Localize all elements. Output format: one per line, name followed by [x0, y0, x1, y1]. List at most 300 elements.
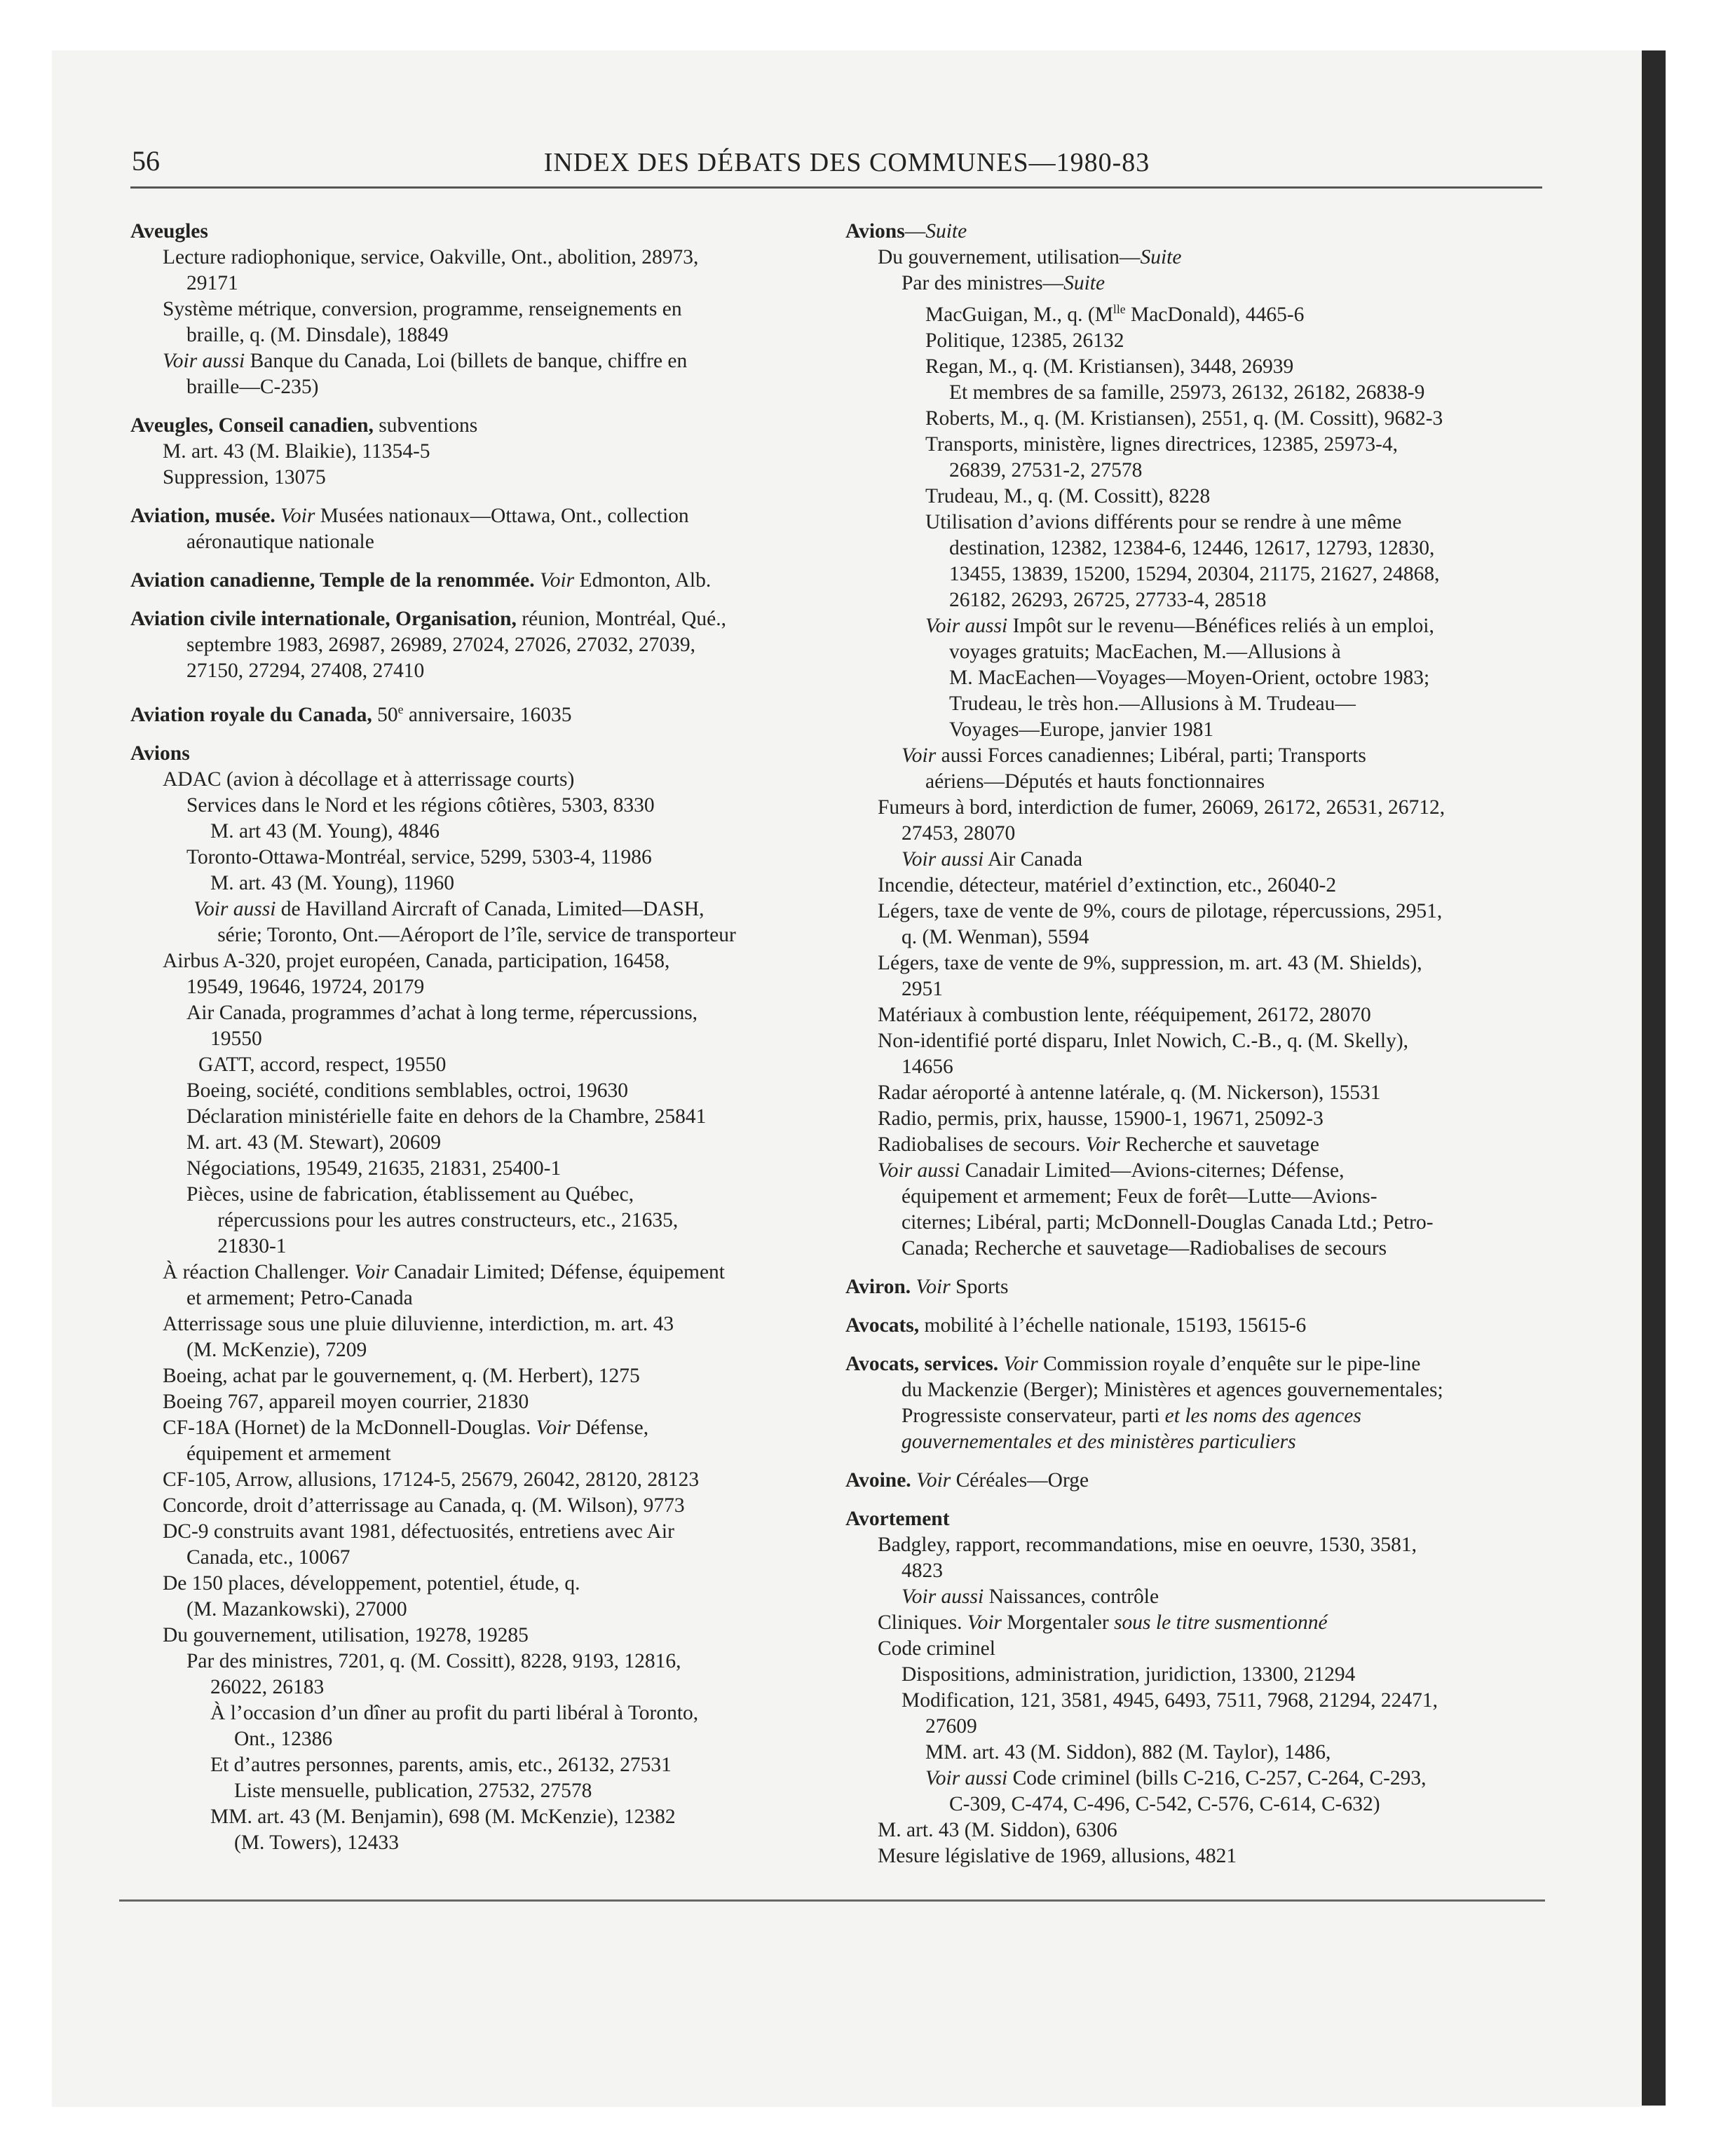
- index-heading-text: Avocats, services.: [845, 1352, 999, 1375]
- index-subentry-line: [130, 245, 831, 271]
- index-text: Recherche et sauvetage: [1120, 1133, 1319, 1156]
- index-entry: [130, 219, 831, 400]
- index-subentry-line: [130, 1623, 831, 1649]
- index-text: 2951: [901, 977, 943, 1000]
- index-subentry-line: [845, 406, 1546, 432]
- index-text: (M. McKenzie), 7209: [186, 1338, 367, 1361]
- index-text: aussi Forces canadiennes; Libéral, parti; Transports: [936, 744, 1366, 767]
- index-subentry-line: [845, 1610, 1546, 1636]
- index-subentry-line: [130, 348, 831, 374]
- cross-reference-text: Voir: [354, 1260, 389, 1283]
- index-text: 27609: [925, 1714, 977, 1738]
- index-text: Fumeurs à bord, interdiction de fumer, 26069, 26172, 26531, 26712,: [878, 796, 1445, 819]
- index-subentry-line: [130, 1441, 831, 1467]
- index-text: Edmonton, Alb.: [574, 569, 712, 592]
- index-text: Canada, etc., 10067: [186, 1546, 351, 1569]
- index-text: équipement et armement: [186, 1442, 391, 1465]
- index-text: M. MacEachen—Voyages—Moyen-Orient, octobre 1983;: [949, 666, 1430, 689]
- index-text: Liste mensuelle, publication, 27532, 27578: [234, 1779, 592, 1802]
- index-text: [998, 1353, 1003, 1375]
- index-entry: [130, 606, 831, 684]
- index-subentry-line: [130, 1260, 831, 1285]
- index-text: Progressiste conservateur, parti: [901, 1404, 1165, 1427]
- cross-reference-text: Voir: [1003, 1352, 1038, 1375]
- index-heading-line: [130, 606, 831, 632]
- index-subentry-line: [845, 484, 1546, 510]
- index-subentry-line: [130, 465, 831, 491]
- index-subentry-line: [130, 1363, 831, 1389]
- index-heading-text: Aviron.: [845, 1275, 911, 1298]
- index-subentry-line: [845, 613, 1546, 639]
- index-subentry-line: [845, 535, 1546, 561]
- index-text: aériens—Députés et hauts fonctionnaires: [925, 770, 1265, 793]
- index-subentry-line: [130, 793, 831, 819]
- index-text: Boeing 767, appareil moyen courrier, 21830: [163, 1390, 529, 1413]
- index-text: Négociations, 19549, 21635, 21831, 25400-1: [186, 1157, 562, 1180]
- index-text: —: [904, 220, 926, 243]
- index-text: Radiobalises de secours.: [878, 1133, 1086, 1156]
- page-number: 56: [132, 145, 160, 177]
- index-text: ADAC (avion à décollage et à atterrissage courts): [163, 767, 575, 791]
- index-text: Suppression, 13075: [163, 466, 326, 489]
- index-text: Code criminel: [878, 1637, 995, 1660]
- index-subentry-line: [845, 245, 1546, 271]
- index-subentry-line: [845, 1792, 1546, 1817]
- cross-reference-text: Voir aussi: [193, 897, 276, 920]
- index-text: Lecture radiophonique, service, Oakville, Ont., abolition, 28973,: [163, 246, 699, 268]
- index-text: Concorde, droit d’atterrissage au Canada, q. (M. Wilson), 9773: [163, 1494, 685, 1517]
- index-subentry-line: [845, 1766, 1546, 1792]
- index-subentry-line: [845, 328, 1546, 354]
- index-entry: [845, 1313, 1546, 1339]
- index-subentry-line: [845, 296, 1546, 328]
- index-heading-line: [845, 1274, 1546, 1300]
- index-text: Politique, 12385, 26132: [925, 329, 1124, 352]
- index-subentry-line: [845, 1377, 1546, 1403]
- index-text: Ont., 12386: [234, 1727, 333, 1750]
- index-subentry-line: [130, 529, 831, 555]
- index-subentry-line: [130, 1208, 831, 1234]
- index-subentry-line: [845, 1662, 1546, 1688]
- cross-reference-text: Voir: [916, 1275, 951, 1298]
- index-subentry-line: [130, 1000, 831, 1026]
- index-text: Canadair Limited—Avions-citernes; Défense,: [960, 1159, 1345, 1182]
- cross-reference-text: Voir: [916, 1468, 951, 1492]
- index-text: destination, 12382, 12384-6, 12446, 12617, 12793, 12830,: [949, 536, 1435, 559]
- index-subentry-line: [130, 1545, 831, 1571]
- index-entry: [130, 568, 831, 594]
- index-subentry-line: [845, 1558, 1546, 1584]
- index-text: Et membres de sa famille, 25973, 26132, 26182, 26838-9: [949, 381, 1425, 404]
- index-text: lle: [1113, 302, 1126, 316]
- index-text: De 150 places, développement, potentiel, étude, q.: [163, 1571, 580, 1595]
- index-entry: [845, 219, 1546, 1262]
- index-subentry-line: [845, 271, 1546, 296]
- index-heading-text: Aveugles: [130, 220, 208, 243]
- index-subentry-line: [130, 1052, 831, 1078]
- index-subentry-line: [845, 1132, 1546, 1158]
- index-text: aéronautique nationale: [186, 531, 374, 553]
- page-header: [130, 144, 1542, 189]
- index-text: Code criminel (bills C-216, C-257, C-264, C-293,: [1007, 1766, 1427, 1789]
- cross-reference-text: Voir aussi: [901, 1585, 984, 1608]
- index-subentry-line: [845, 873, 1546, 899]
- index-text: Trudeau, le très hon.—Allusions à M. Trudeau—: [949, 692, 1356, 715]
- index-text: Radar aéroporté à antenne latérale, q. (M. Nickerson), 15531: [878, 1081, 1381, 1104]
- index-text: (M. Mazankowski), 27000: [186, 1597, 407, 1621]
- index-text: équipement et armement; Feux de forêt—Lutte—Avions-: [901, 1185, 1377, 1208]
- index-text: Par des ministres—: [901, 272, 1064, 294]
- index-subentry-line: [130, 1726, 831, 1752]
- index-text: braille, q. (M. Dinsdale), 18849: [186, 324, 449, 346]
- index-entry: [130, 413, 831, 491]
- index-heading-text: Aviation canadienne, Temple de la renommée.: [130, 569, 535, 592]
- index-text: 19550: [210, 1027, 262, 1050]
- index-subentry-line: [845, 1429, 1546, 1455]
- index-heading-text: Aviation civile internationale, Organisation,: [130, 608, 517, 630]
- index-text: MM. art. 43 (M. Benjamin), 698 (M. McKenzie), 12382: [210, 1805, 676, 1828]
- index-text: Canada; Recherche et sauvetage—Radiobalises de secours: [901, 1236, 1387, 1260]
- index-subentry-line: [130, 845, 831, 871]
- index-text: braille—C-235): [186, 376, 319, 398]
- index-text: 21830-1: [217, 1234, 287, 1257]
- index-subentry-line: [845, 691, 1546, 717]
- index-subentry-line: [130, 1415, 831, 1441]
- index-subentry-line: [130, 439, 831, 465]
- index-text: Transports, ministère, lignes directrices, 12385, 25973-4,: [925, 432, 1399, 456]
- index-subentry-line: [130, 1078, 831, 1104]
- index-text: Trudeau, M., q. (M. Cossitt), 8228: [925, 484, 1211, 507]
- index-text: Air Canada, programmes d’achat à long terme, répercussions,: [186, 1001, 698, 1024]
- index-text: [911, 1469, 916, 1492]
- index-text: Légers, taxe de vente de 9%, suppression, m. art. 43 (M. Shields),: [878, 951, 1422, 974]
- index-subentry-line: [845, 1158, 1546, 1184]
- index-text: e: [397, 702, 404, 716]
- index-subentry-line: [130, 1026, 831, 1052]
- index-entry: [845, 1351, 1546, 1455]
- index-heading-line: [130, 503, 831, 529]
- index-subentry-line: [845, 1184, 1546, 1210]
- index-text: Canadair Limited; Défense, équipement: [388, 1260, 725, 1283]
- cross-reference-text: Voir: [280, 505, 315, 527]
- index-subentry-line: [845, 1210, 1546, 1236]
- index-entry: [845, 1468, 1546, 1494]
- cross-reference-text: sous le titre susmentionné: [1114, 1611, 1328, 1634]
- index-text: Par des ministres, 7201, q. (M. Cossitt), 8228, 9193, 12816,: [186, 1649, 681, 1672]
- index-subentry-line: [845, 950, 1546, 976]
- index-text: [911, 1276, 916, 1298]
- index-subentry-line: [130, 1130, 831, 1156]
- index-text: Dispositions, administration, juridiction, 13300, 21294: [901, 1663, 1356, 1686]
- index-text: M. art. 43 (M. Stewart), 20609: [186, 1131, 441, 1154]
- index-subentry-line: [845, 925, 1546, 950]
- cross-reference-text: Voir: [967, 1611, 1002, 1634]
- index-text: Banque du Canada, Loi (billets de banque, chiffre en: [245, 350, 688, 372]
- index-subentry-line: [845, 795, 1546, 821]
- index-subentry-line: [845, 1817, 1546, 1843]
- index-subentry-line: [845, 1584, 1546, 1610]
- index-text: Déclaration ministérielle faite en dehors de la Chambre, 25841: [186, 1105, 707, 1128]
- index-heading-line: [130, 413, 831, 439]
- scan-edge-bar: [1642, 50, 1666, 2106]
- index-subentry-line: [845, 510, 1546, 535]
- index-subentry-line: [130, 632, 831, 658]
- index-heading-text: Avoine.: [845, 1468, 911, 1492]
- index-subentry-line: [130, 1778, 831, 1804]
- index-text: 19549, 19646, 19724, 20179: [186, 975, 425, 998]
- index-text: M. art. 43 (M. Siddon), 6306: [878, 1818, 1117, 1841]
- index-subentry-line: [845, 1236, 1546, 1262]
- index-subentry-line: [845, 380, 1546, 406]
- index-text: 29171: [186, 272, 238, 294]
- index-subentry-line: [845, 1740, 1546, 1766]
- index-subentry-line: [845, 847, 1546, 873]
- index-text: Regan, M., q. (M. Kristiansen), 3448, 26939: [925, 355, 1294, 378]
- index-heading-text: Avions: [130, 742, 190, 765]
- index-entry: [130, 697, 831, 728]
- index-subentry-line: [845, 639, 1546, 665]
- index-text: (M. Towers), 12433: [234, 1831, 400, 1854]
- index-subentry-line: [130, 922, 831, 948]
- cross-reference-text: Voir: [536, 1416, 571, 1439]
- index-text: Impôt sur le revenu—Bénéfices reliés à un emploi,: [1007, 614, 1434, 637]
- index-subentry-line: [130, 1467, 831, 1493]
- index-text: anniversaire, 16035: [403, 703, 572, 726]
- index-subentry-line: [130, 296, 831, 322]
- cross-reference-text: Suite: [1140, 246, 1182, 268]
- index-entry: [845, 1274, 1546, 1300]
- index-subentry-line: [130, 1519, 831, 1545]
- index-text: 27150, 27294, 27408, 27410: [186, 660, 425, 682]
- index-text: Et d’autres personnes, parents, amis, etc., 26132, 27531: [210, 1753, 672, 1776]
- index-heading-line: [845, 219, 1546, 245]
- index-subentry-line: [130, 819, 831, 845]
- index-text: Modification, 121, 3581, 4945, 6493, 7511, 7968, 21294, 22471,: [901, 1688, 1438, 1712]
- index-text: septembre 1983, 26987, 26989, 27024, 27026, 27032, 27039,: [186, 634, 695, 656]
- cross-reference-text: Voir aussi: [878, 1159, 960, 1182]
- index-text: Toronto-Ottawa-Montréal, service, 5299, 5303-4, 11986: [186, 845, 652, 868]
- index-subentry-line: [130, 871, 831, 896]
- index-subentry-line: [845, 1843, 1546, 1869]
- index-text: série; Toronto, Ont.—Aéroport de l’île, service de transporteur: [217, 923, 736, 946]
- cross-reference-text: et les noms des agences: [1164, 1404, 1361, 1427]
- cross-reference-text: Voir aussi: [925, 1766, 1008, 1789]
- index-subentry-line: [130, 1700, 831, 1726]
- index-subentry-line: [845, 1688, 1546, 1714]
- index-text: q. (M. Wenman), 5594: [901, 925, 1089, 948]
- index-text: et armement; Petro-Canada: [186, 1286, 413, 1309]
- index-subentry-line: [130, 767, 831, 793]
- cross-reference-text: Voir: [901, 744, 937, 767]
- index-text: CF-18A (Hornet) de la McDonnell-Douglas.: [163, 1416, 536, 1439]
- index-text: de Havilland Aircraft of Canada, Limited—DASH,: [275, 897, 705, 920]
- footer-rule: [119, 1899, 1545, 1902]
- index-subentry-line: [130, 948, 831, 974]
- index-entry: [130, 741, 831, 1856]
- cross-reference-text: Voir aussi: [163, 350, 245, 372]
- index-subentry-line: [845, 743, 1546, 769]
- index-heading-text: Avocats,: [845, 1314, 920, 1337]
- index-heading-line: [130, 741, 831, 767]
- index-text: Céréales—Orge: [951, 1468, 1089, 1492]
- index-heading-text: Aviation, musée.: [130, 505, 275, 527]
- index-subentry-line: [845, 1028, 1546, 1054]
- index-text: 4823: [901, 1559, 943, 1582]
- index-text: À réaction Challenger.: [163, 1260, 355, 1283]
- index-subentry-line: [130, 1597, 831, 1623]
- index-text: DC-9 construits avant 1981, défectuosités, entretiens avec Air: [163, 1520, 674, 1543]
- cross-reference-text: Voir aussi: [901, 847, 984, 871]
- index-subentry-line: [130, 896, 831, 922]
- index-subentry-line: [130, 1104, 831, 1130]
- index-text: mobilité à l’échelle nationale, 15193, 15615-6: [919, 1314, 1307, 1337]
- index-text: Badgley, rapport, recommandations, mise en oeuvre, 1530, 3581,: [878, 1533, 1417, 1556]
- index-subentry-line: [130, 1311, 831, 1337]
- index-subentry-line: [845, 1054, 1546, 1080]
- index-subentry-line: [130, 322, 831, 348]
- index-subentry-line: [845, 769, 1546, 795]
- index-subentry-line: [845, 717, 1546, 743]
- index-text: Boeing, achat par le gouvernement, q. (M. Herbert), 1275: [163, 1364, 640, 1387]
- index-text: subventions: [373, 414, 478, 437]
- index-text: Boeing, société, conditions semblables, octroi, 19630: [186, 1079, 629, 1102]
- index-subentry-line: [130, 1804, 831, 1830]
- index-subentry-line: [845, 1532, 1546, 1558]
- index-text: Matériaux à combustion lente, rééquipement, 26172, 28070: [878, 1003, 1371, 1026]
- index-text: Pièces, usine de fabrication, établissement au Québec,: [186, 1182, 634, 1206]
- index-text: Atterrissage sous une pluie diluvienne, interdiction, m. art. 43: [163, 1312, 674, 1335]
- index-subentry-line: [130, 271, 831, 296]
- cross-reference-text: Voir aussi: [925, 614, 1008, 637]
- index-subentry-line: [130, 1337, 831, 1363]
- index-text: 50: [372, 703, 398, 726]
- index-text: Non-identifié porté disparu, Inlet Nowich, C.-B., q. (M. Skelly),: [878, 1029, 1409, 1052]
- index-text: 13455, 13839, 15200, 15294, 20304, 21175, 21627, 24868,: [949, 562, 1440, 585]
- index-text: À l’occasion d’un dîner au profit du parti libéral à Toronto,: [210, 1701, 699, 1724]
- index-text: GATT, accord, respect, 19550: [198, 1053, 447, 1076]
- index-subentry-line: [845, 561, 1546, 587]
- index-text: CF-105, Arrow, allusions, 17124-5, 25679, 26042, 28120, 28123: [163, 1468, 700, 1491]
- index-text: Air Canada: [984, 847, 1083, 871]
- index-subentry-line: [845, 432, 1546, 458]
- index-text: réunion, Montréal, Qué.,: [516, 608, 726, 630]
- index-heading-text: Avions: [845, 220, 905, 243]
- index-subentry-line: [130, 1234, 831, 1260]
- index-subentry-line: [130, 658, 831, 684]
- index-heading-text: Aviation royale du Canada,: [130, 703, 372, 726]
- index-subentry-line: [845, 899, 1546, 925]
- index-entry: [130, 503, 831, 555]
- index-text: voyages gratuits; MacEachen, M.—Allusions à: [949, 640, 1341, 663]
- index-text: MM. art. 43 (M. Siddon), 882 (M. Taylor), 1486,: [925, 1740, 1331, 1763]
- index-heading-text: Aveugles, Conseil canadien,: [130, 414, 374, 437]
- index-subentry-line: [845, 458, 1546, 484]
- index-text: Du gouvernement, utilisation—: [878, 246, 1141, 268]
- index-text: 27453, 28070: [901, 821, 1016, 845]
- index-subentry-line: [845, 821, 1546, 847]
- index-text: Voyages—Europe, janvier 1981: [949, 718, 1214, 741]
- index-subentry-line: [130, 374, 831, 400]
- index-heading-line: [845, 1468, 1546, 1494]
- index-subentry-line: [130, 1830, 831, 1856]
- index-text: Commission royale d’enquête sur le pipe-line: [1037, 1352, 1421, 1375]
- index-text: Services dans le Nord et les régions côtières, 5303, 8330: [186, 793, 655, 817]
- index-text: Utilisation d’avions différents pour se rendre à une même: [925, 510, 1402, 533]
- cross-reference-text: gouvernementales et des ministères particuliers: [901, 1430, 1296, 1453]
- index-text: M. art. 43 (M. Blaikie), 11354-5: [163, 440, 430, 463]
- index-text: 14656: [901, 1055, 953, 1078]
- index-subentry-line: [130, 1285, 831, 1311]
- running-title: INDEX DES DÉBATS DES COMMUNES—1980-83: [543, 148, 1150, 177]
- index-text: Légers, taxe de vente de 9%, cours de pilotage, répercussions, 2951,: [878, 899, 1443, 922]
- index-text: Du gouvernement, utilisation, 19278, 19285: [163, 1623, 529, 1646]
- index-text: [535, 569, 540, 592]
- index-subentry-line: [845, 1714, 1546, 1740]
- index-subentry-line: [845, 665, 1546, 691]
- index-subentry-line: [130, 1674, 831, 1700]
- index-text: Airbus A-320, projet européen, Canada, participation, 16458,: [163, 949, 670, 972]
- index-subentry-line: [130, 1649, 831, 1674]
- index-text: Morgentaler: [1002, 1611, 1115, 1634]
- index-text: Musées nationaux—Ottawa, Ont., collection: [315, 505, 689, 527]
- index-column-right: [845, 219, 1546, 1882]
- index-subentry-line: [845, 1080, 1546, 1106]
- index-heading-text: Avortement: [845, 1507, 950, 1530]
- index-text: Radio, permis, prix, hausse, 15900-1, 19671, 25092-3: [878, 1107, 1324, 1130]
- index-text: Cliniques.: [878, 1611, 967, 1634]
- cross-reference-text: Suite: [1063, 272, 1105, 294]
- index-text: Système métrique, conversion, programme, renseignements en: [163, 298, 682, 320]
- index-subentry-line: [130, 1493, 831, 1519]
- index-text: Défense,: [570, 1416, 649, 1439]
- cross-reference-text: Voir: [1085, 1133, 1120, 1156]
- index-subentry-line: [845, 1636, 1546, 1662]
- index-text: Naissances, contrôle: [984, 1585, 1159, 1608]
- index-subentry-line: [845, 587, 1546, 613]
- index-subentry-line: [130, 1182, 831, 1208]
- index-text: MacDonald), 4465-6: [1125, 303, 1305, 326]
- index-text: Roberts, M., q. (M. Kristiansen), 2551, q. (M. Cossitt), 9682-3: [925, 407, 1443, 430]
- index-subentry-line: [130, 1571, 831, 1597]
- index-subentry-line: [130, 1389, 831, 1415]
- index-text: citernes; Libéral, parti; McDonnell-Douglas Canada Ltd.; Petro-: [901, 1210, 1434, 1234]
- index-subentry-line: [130, 1752, 831, 1778]
- index-text: Incendie, détecteur, matériel d’extinction, etc., 26040-2: [878, 873, 1337, 896]
- index-subentry-line: [845, 354, 1546, 380]
- index-subentry-line: [845, 1002, 1546, 1028]
- index-heading-line: [130, 697, 831, 728]
- index-text: 26182, 26293, 26725, 27733-4, 28518: [949, 588, 1267, 611]
- index-text: du Mackenzie (Berger); Ministères et agences gouvernementales;: [901, 1378, 1443, 1401]
- index-text: M. art. 43 (M. Young), 11960: [210, 871, 455, 894]
- index-text: C-309, C-474, C-496, C-542, C-576, C-614, C-632): [949, 1792, 1380, 1815]
- index-entry: [845, 1506, 1546, 1869]
- index-subentry-line: [845, 976, 1546, 1002]
- index-text: Mesure législative de 1969, allusions, 4821: [878, 1844, 1237, 1867]
- index-heading-line: [845, 1506, 1546, 1532]
- index-heading-line: [845, 1351, 1546, 1377]
- index-heading-line: [130, 568, 831, 594]
- index-heading-line: [845, 1313, 1546, 1339]
- index-text: M. art 43 (M. Young), 4846: [210, 819, 440, 842]
- index-subentry-line: [130, 1156, 831, 1182]
- index-subentry-line: [845, 1106, 1546, 1132]
- index-heading-line: [130, 219, 831, 245]
- index-column-left: [130, 219, 831, 1869]
- index-text: MacGuigan, M., q. (M: [925, 303, 1113, 326]
- index-subentry-line: [845, 1403, 1546, 1429]
- index-text: répercussions pour les autres constructeurs, etc., 21635,: [217, 1208, 679, 1231]
